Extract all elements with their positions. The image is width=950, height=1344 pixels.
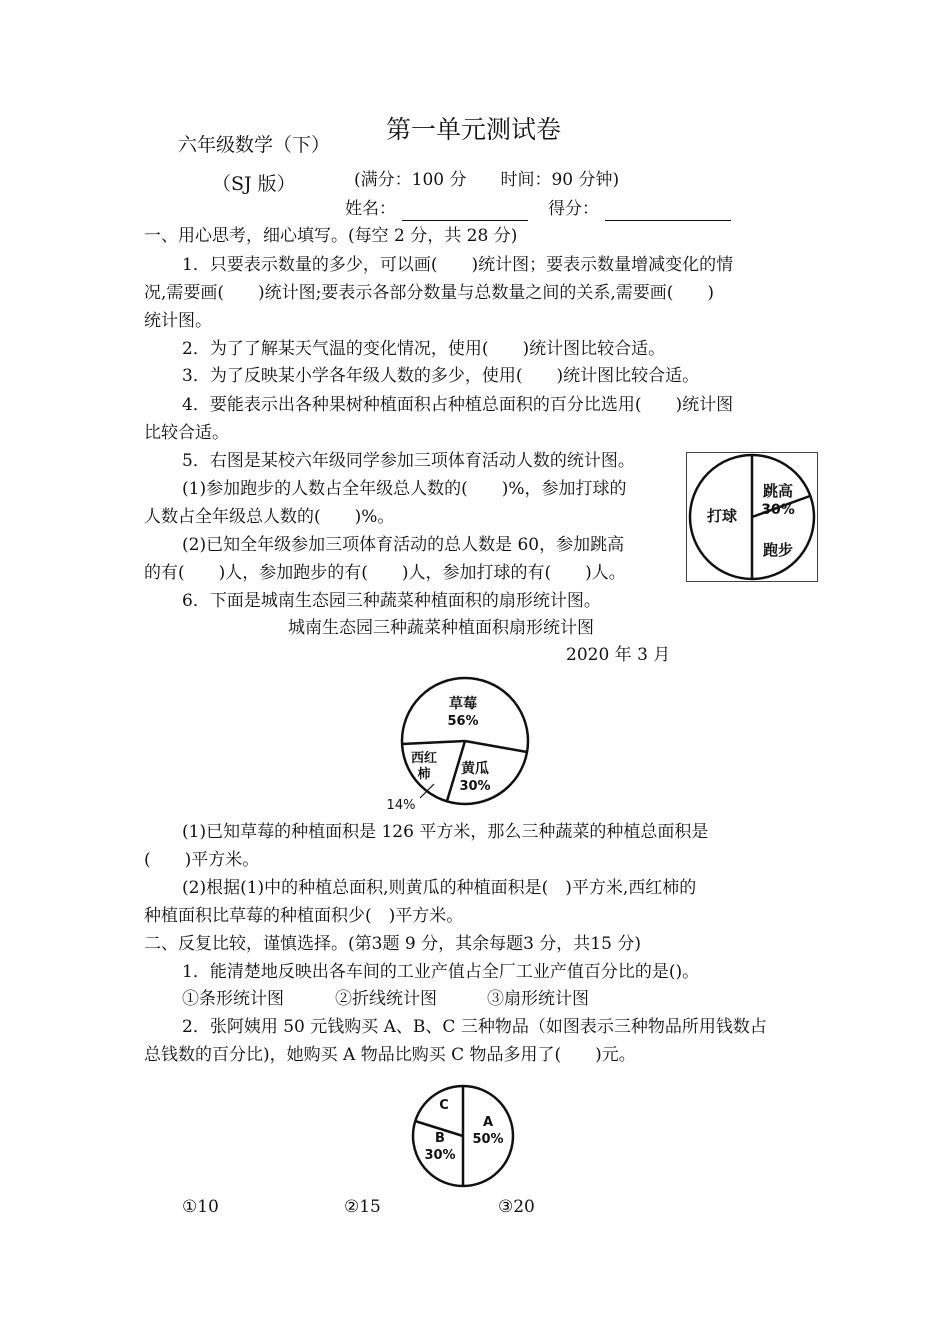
section2-heading: 二、反复比较，谨慎选择。(第3题 9 分，其余每题3 分，共15 分): [144, 934, 641, 954]
q5-part2-line1: (2)已知全年级参加三项体育活动的总人数是 60，参加跳高: [182, 535, 625, 555]
q1-line3: 统计图。: [144, 311, 212, 331]
edition-label: （SJ 版）: [212, 173, 296, 195]
slice-label-strawberry: 草莓: [449, 696, 477, 712]
slice-label-c: C: [439, 1098, 449, 1113]
slice-label-cucumber: 黄瓜: [461, 761, 489, 777]
veg-chart-date: 2020 年 3 月: [566, 645, 671, 665]
q6-part1-line1: (1)已知草莓的种植面积是 126 平方米，那么三种蔬菜的种植总面积是: [182, 822, 709, 842]
q5-line1: 5．右图是某校六年级同学参加三项体育活动人数的统计图。: [182, 451, 635, 471]
slice-value-tomato: 14%: [386, 798, 416, 812]
slice-label-b: B: [435, 1131, 445, 1146]
q4-line1: 4．要能表示出各种果树种植面积占种植总面积的百分比选用( )统计图: [182, 395, 734, 415]
q5-part1-line1: (1)参加跑步的人数占全年级总人数的( )%，参加打球的: [182, 479, 627, 499]
slice-value-strawberry: 56%: [447, 714, 479, 729]
slice-value-a: 50%: [472, 1132, 504, 1147]
name-blank[interactable]: [402, 202, 528, 221]
vegetable-pie-chart: [380, 676, 540, 812]
s2-q2-option-3[interactable]: ③20: [498, 1197, 535, 1217]
score-label: 得分：: [548, 199, 599, 219]
q6-part2-line2: 种植面积比草莓的种植面积少( )平方米。: [144, 906, 464, 926]
q6-part2-line1: (2)根据(1)中的种植总面积,则黄瓜的种植面积是( )平方米,西红柿的: [182, 878, 697, 898]
veg-chart-title: 城南生态园三种蔬菜种植面积扇形统计图: [288, 618, 594, 638]
slice-label-tomato-2: 柿: [417, 767, 431, 782]
s2-q1-option-2[interactable]: ②折线统计图: [335, 989, 437, 1009]
s2-q2-line1: 2．张阿姨用 50 元钱购买 A、B、C 三种物品（如图表示三种物品所用钱数占: [182, 1017, 767, 1037]
slice-label-jump: 跳高: [762, 482, 794, 500]
s2-q2-option-1[interactable]: ①10: [182, 1197, 219, 1217]
slice-label-ball: 打球: [706, 507, 738, 525]
q2: 2．为了了解某天气温的变化情况，使用( )统计图比较合适。: [182, 339, 666, 359]
q4-line2: 比较合适。: [144, 423, 229, 443]
slice-label-tomato: 西红: [410, 751, 438, 766]
section1-heading: 一、用心思考，细心填写。(每空 2 分，共 28 分): [144, 226, 518, 246]
abc-pie-chart: [408, 1081, 518, 1191]
grade-label: 六年级数学（下）: [178, 134, 331, 156]
score-field[interactable]: [548, 197, 731, 221]
q5-part1-line2: 人数占全年级总人数的( )%。: [144, 507, 395, 527]
s2-q1-option-3[interactable]: ③扇形统计图: [487, 989, 589, 1009]
slice-value-jump: 30%: [761, 502, 795, 518]
name-field[interactable]: [345, 197, 528, 221]
q3: 3．为了反映某小学各年级人数的多少，使用( )统计图比较合适。: [182, 366, 700, 386]
slice-value-b: 30%: [424, 1148, 456, 1163]
q5-part2-line2: 的有( )人，参加跑步的有( )人，参加打球的有( )人。: [144, 563, 626, 583]
s2-q1: 1．能清楚地反映出各车间的工业产值占全厂工业产值百分比的是()。: [182, 962, 700, 982]
name-label: 姓名：: [345, 199, 396, 219]
q6-part1-line2: ( )平方米。: [144, 850, 260, 870]
score-blank[interactable]: [605, 202, 731, 221]
exam-meta: (满分：100 分 时间：90 分钟): [354, 170, 620, 190]
q1-line1: 1．只要表示数量的多少，可以画( )统计图；要表示数量增减变化的情: [182, 255, 734, 275]
sports-pie-chart: [686, 452, 818, 582]
q1-line2: 况,需要画( )统计图;要表示各部分数量与总数量之间的关系,需要画( ): [144, 283, 715, 303]
slice-label-a: A: [482, 1115, 494, 1130]
q6-line1: 6．下面是城南生态园三种蔬菜种植面积的扇形统计图。: [182, 591, 601, 611]
slice-value-cucumber: 30%: [459, 779, 491, 794]
s2-q2-line2: 总钱数的百分比)，她购买 A 物品比购买 C 物品多用了( )元。: [144, 1045, 636, 1065]
s2-q2-option-2[interactable]: ②15: [344, 1197, 381, 1217]
s2-q1-option-1[interactable]: ①条形统计图: [182, 989, 284, 1009]
slice-label-run: 跑步: [762, 541, 794, 559]
page-title: 第一单元测试卷: [386, 115, 562, 144]
